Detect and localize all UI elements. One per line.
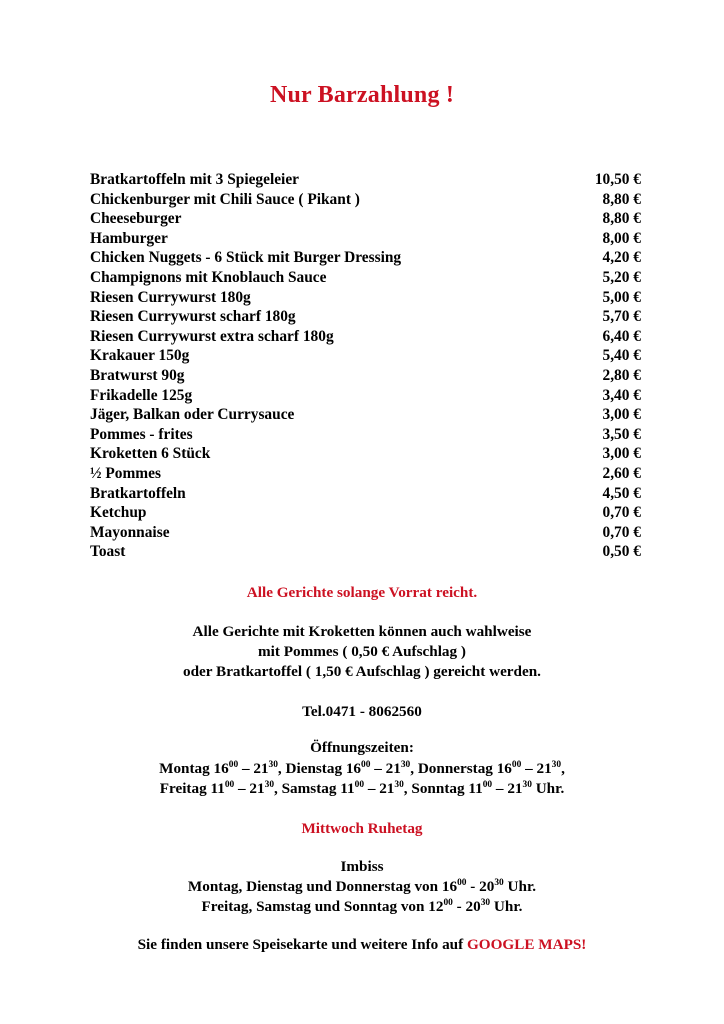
menu-item-row — [90, 268, 641, 288]
menu-item-row — [90, 523, 641, 543]
imbiss-block — [0, 857, 724, 917]
opening-hours-heading: Öffnungszeiten: — [310, 739, 414, 756]
menu-item-price: 5,40 € — [602, 347, 641, 365]
menu-item-name: Bratkartoffeln — [90, 484, 186, 502]
google-maps-note — [0, 935, 724, 955]
imbiss-line-2: Freitag, Samstag und Sonntag von $12^{00} - 20^{30}$ Uhr. — [201, 897, 523, 915]
menu-item-price: 5,20 € — [602, 268, 641, 286]
menu-item-price: 6,40 € — [602, 327, 641, 345]
menu-item-price: 4,20 € — [602, 249, 641, 267]
menu-item-row — [90, 248, 641, 268]
menu-item-row — [90, 346, 641, 366]
availability-note: Alle Gerichte solange Vorrat reicht. — [246, 584, 478, 601]
menu-price-list — [90, 170, 641, 562]
menu-item-name: Kroketten 6 Stück — [90, 445, 211, 463]
rest-day-note: Mittwoch Ruhetag — [301, 820, 423, 837]
menu-item-price: 0,70 € — [602, 523, 641, 541]
menu-item-name: ½ Pommes — [90, 464, 161, 482]
menu-item-price: 3,40 € — [602, 386, 641, 404]
menu-item-row — [90, 209, 641, 229]
menu-item-row — [90, 542, 641, 562]
menu-item-price: 2,60 € — [602, 464, 641, 482]
menu-item-name: Krakauer 150g — [90, 347, 190, 365]
menu-item-row — [90, 425, 641, 445]
menu-item-name: Bratkartoffeln mit 3 Spiegeleier — [90, 171, 299, 188]
menu-item-price: 0,50 € — [602, 543, 641, 561]
menu-item-row — [90, 288, 641, 308]
kroketten-note — [0, 622, 724, 682]
opening-hours-block — [0, 759, 724, 799]
menu-item-row — [90, 229, 641, 249]
menu-item-name: Hamburger — [90, 229, 168, 247]
menu-item-name: Pommes - frites — [90, 425, 193, 443]
opening-hours-line-1: Montag $16^{00} - 21^{30}$, Dienstag $16^{00} - 21^{30}$, Donnerstag $16^{00} - 21^{30}$, — [159, 759, 565, 777]
menu-item-price: 8,00 € — [602, 229, 641, 247]
menu-item-name: Toast — [90, 543, 126, 561]
menu-item-price: 5,70 € — [602, 308, 641, 326]
menu-item-name: Mayonnaise — [90, 523, 170, 541]
opening-hours-line-2: Freitag $11^{00} - 21^{30}$, Samstag $11^{00} - 21^{30}$, Sonntag $11^{00} - 21^{30}$ Uhr. — [159, 779, 565, 797]
menu-item-price: 10,50 € — [594, 171, 641, 188]
google-maps-link-text[interactable]: GOOGLE MAPS! — [466, 936, 587, 953]
menu-item-price: 3,00 € — [602, 406, 641, 424]
menu-item-name: Frikadelle 125g — [90, 386, 193, 404]
google-maps-note-prefix: Sie finden unsere Speisekarte und weitere Info auf — [137, 936, 467, 953]
menu-item-row — [90, 307, 641, 327]
menu-item-price: 3,50 € — [602, 425, 641, 443]
menu-item-name: Bratwurst 90g — [90, 366, 185, 384]
menu-item-price: 0,70 € — [602, 504, 641, 522]
imbiss-line-1: Montag, Dienstag und Donnerstag von $16^{00} - 20^{30}$ Uhr. — [187, 877, 537, 895]
phone-number: Tel.0471 - 8062560 — [302, 703, 422, 720]
menu-item-row — [90, 405, 641, 425]
menu-item-row — [90, 484, 641, 504]
menu-item-name: Champignons mit Knoblauch Sauce — [90, 268, 327, 286]
menu-item-row — [90, 366, 641, 386]
menu-item-name: Riesen Currywurst extra scharf 180g — [90, 327, 334, 345]
menu-item-row — [90, 444, 641, 464]
menu-item-name: Chicken Nuggets - 6 Stück mit Burger Dressing — [90, 249, 402, 267]
menu-item-row — [90, 327, 641, 347]
kroketten-note-line-3: oder Bratkartoffel ( 1,50 € Aufschlag ) gereicht werden. — [183, 663, 541, 680]
menu-item-price: 3,00 € — [602, 445, 641, 463]
menu-item-name: Cheeseburger — [90, 210, 182, 228]
kroketten-note-line-1: Alle Gerichte mit Kroketten können auch wahlweise — [192, 623, 532, 640]
menu-item-price: 2,80 € — [602, 366, 641, 384]
menu-item-name: Riesen Currywurst 180g — [90, 288, 251, 306]
imbiss-heading: Imbiss — [340, 858, 384, 875]
menu-item-price: 5,00 € — [602, 288, 641, 306]
menu-item-price: 4,50 € — [602, 484, 641, 502]
menu-item-name: Riesen Currywurst scharf 180g — [90, 308, 296, 326]
menu-item-price: 8,80 € — [602, 210, 641, 228]
menu-item-name: Ketchup — [90, 504, 147, 522]
menu-item-price: 8,80 € — [602, 190, 641, 208]
page-title: Nur Barzahlung ! — [269, 82, 455, 108]
menu-item-row — [90, 170, 641, 190]
menu-item-row — [90, 386, 641, 406]
menu-item-name: Chickenburger mit Chili Sauce ( Pikant ) — [90, 190, 360, 208]
menu-item-name: Jäger, Balkan oder Currysauce — [90, 406, 295, 424]
menu-item-row — [90, 503, 641, 523]
menu-item-row — [90, 190, 641, 210]
kroketten-note-line-2: mit Pommes ( 0,50 € Aufschlag ) — [258, 643, 466, 660]
menu-item-row — [90, 464, 641, 484]
